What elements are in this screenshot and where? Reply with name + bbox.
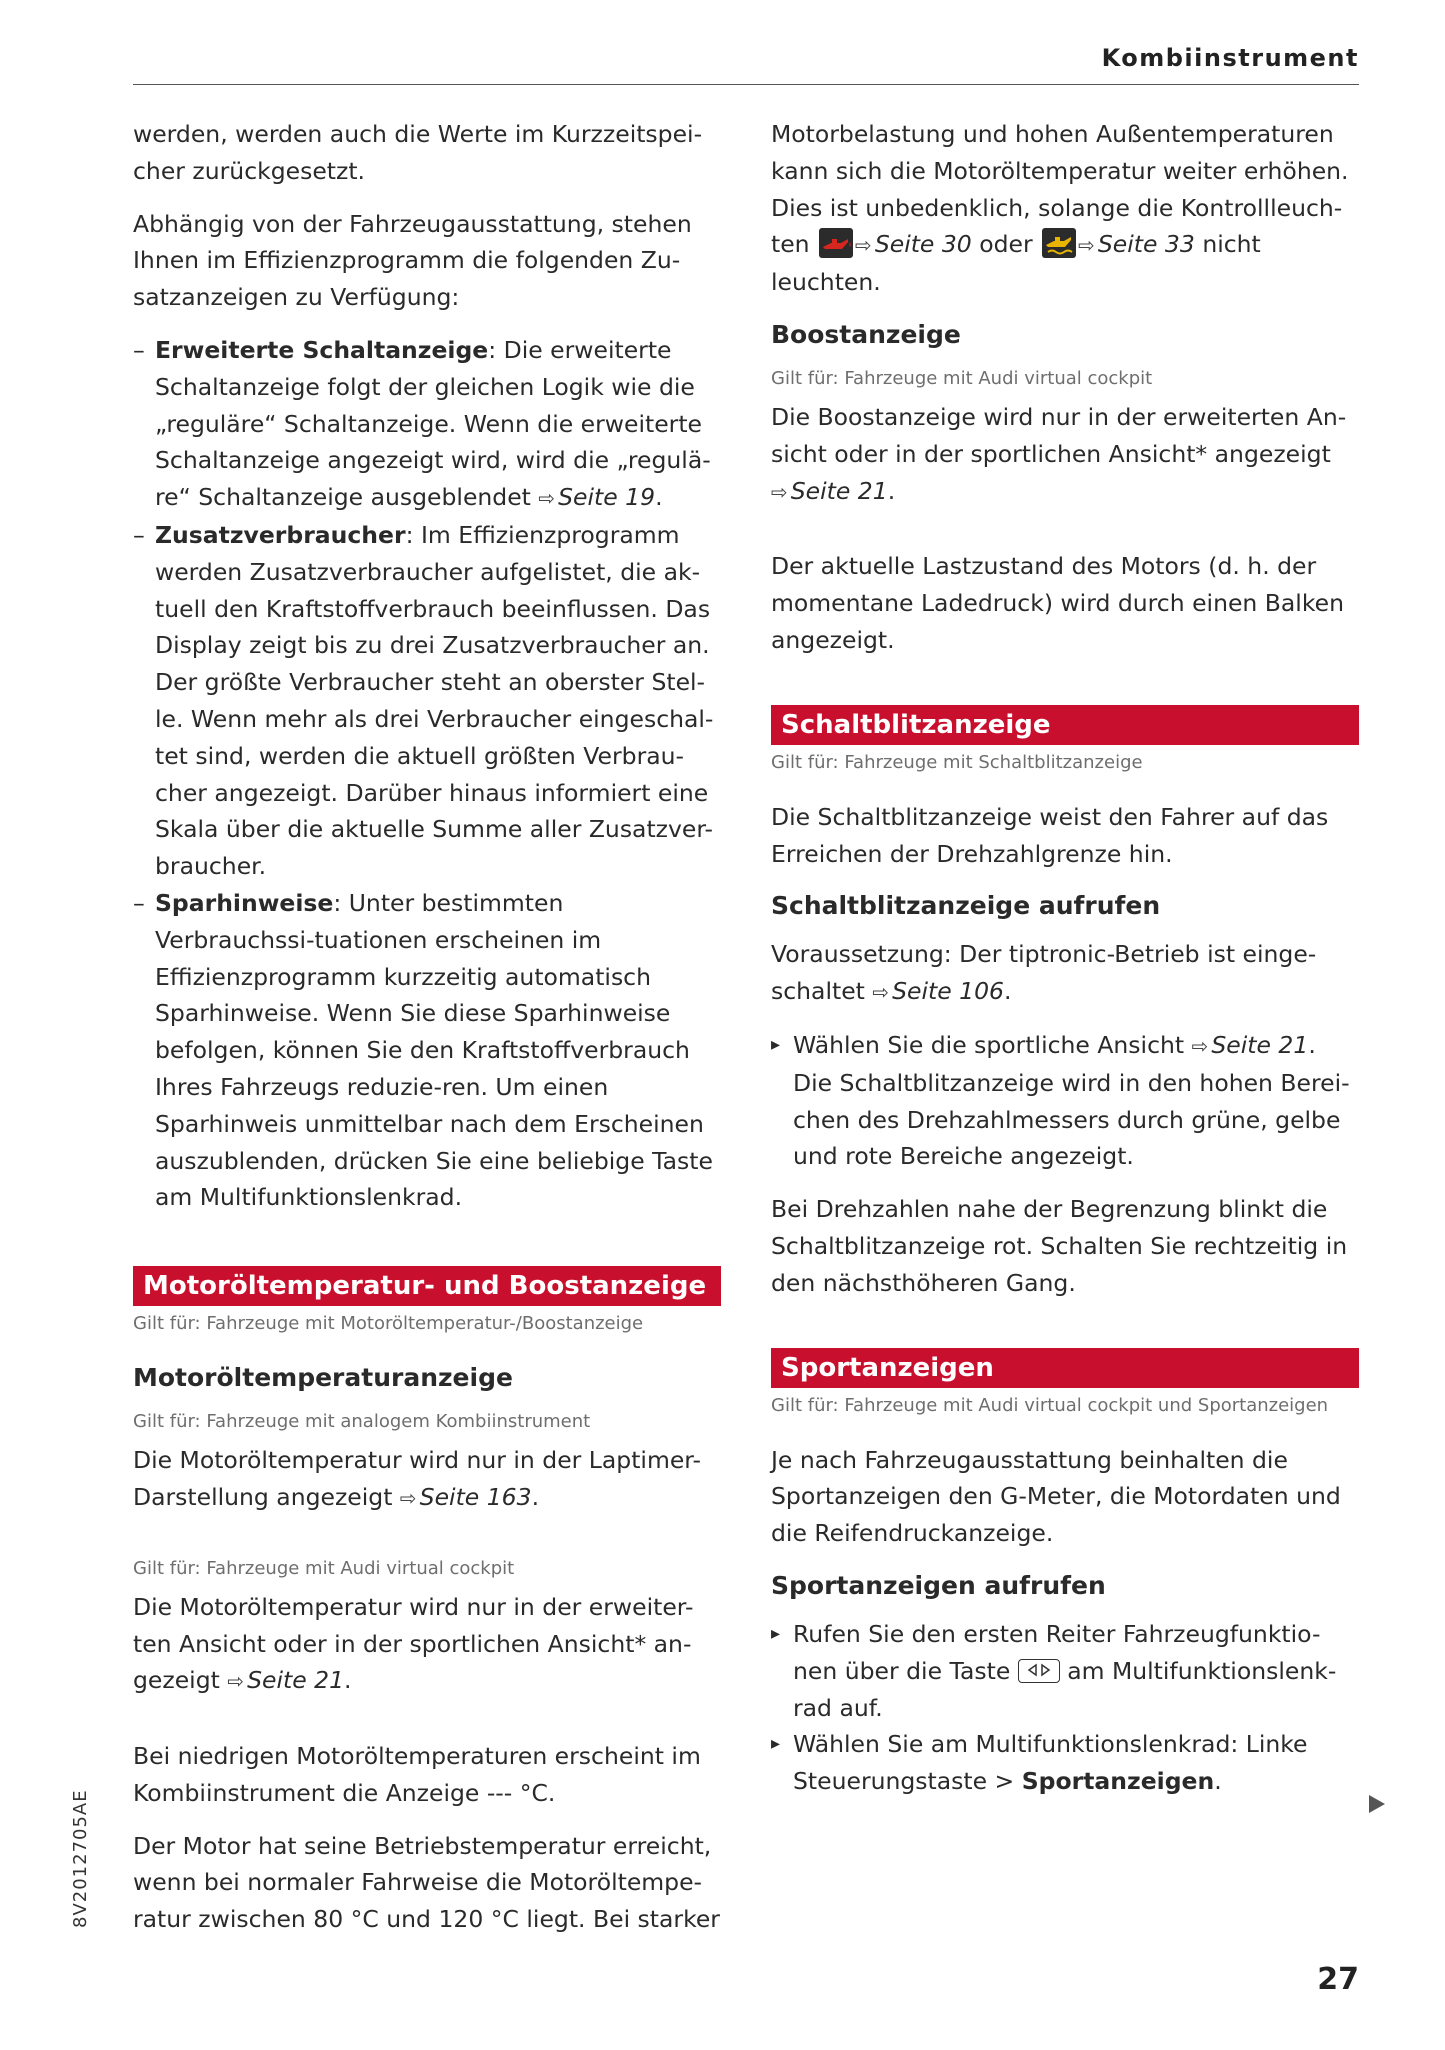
page-header-title: Kombiinstrument	[1101, 44, 1359, 72]
paragraph-shift-light-blink: Bei Drehzahlen nahe der Begrenzung blinkt die Schaltblitzanzeige rot. Schalten Sie rechtzeitig in den nächsthöheren Gang.	[771, 1195, 1348, 1297]
sub-heading-boost: Boostanzeige	[771, 319, 961, 349]
paragraph-prerequisite: Voraussetzung: Der tiptronic-Betrieb ist einge-schaltet ⇨ Seite 106.	[771, 940, 1317, 1006]
cross-reference-arrow-icon: ⇨	[771, 479, 788, 504]
cross-reference-arrow-icon: ⇨	[227, 1669, 245, 1694]
right-column	[771, 116, 1359, 1816]
cross-reference-arrow-icon: ⇨	[872, 980, 890, 1005]
list-item	[133, 885, 721, 1216]
section-applies-note: Gilt für: Fahrzeuge mit Schaltblitzanzeige	[771, 751, 1143, 773]
list-item: ▸ Wählen Sie am Multifunktionslenkrad: Linke Steuerungstaste > Sportanzeigen.	[771, 1726, 1359, 1800]
paragraph-sport-displays: Je nach Fahrzeugausstattung beinhalten die Sportanzeigen den G-Meter, die Motordaten und die Reifendruckanzeige.	[771, 1445, 1341, 1548]
section-title-oil-boost: Motoröltemperatur- und Boostanzeige	[133, 1266, 721, 1306]
cross-reference-link[interactable]: ⇨ Seite 21	[1191, 1030, 1309, 1059]
cross-reference-link[interactable]: ⇨ Seite 21	[771, 476, 888, 505]
paragraph-analog: Die Motoröltemperatur wird nur in der Laptimer-Darstellung angezeigt ⇨ Seite 163.	[133, 1446, 701, 1511]
paragraph-shift-light: Die Schaltblitzanzeige weist den Fahrer auf das Erreichen der Drehzahlgrenze hin.	[771, 802, 1329, 868]
section-applies-note: Gilt für: Fahrzeuge mit Motoröltemperatur-/Boostanzeige	[133, 1313, 644, 1335]
section-title-shift-light: Schaltblitzanzeige	[771, 705, 1359, 745]
paragraph-boost-bar: Der aktuelle Lastzustand des Motors (d. h. der momentane Ladedruck) wird durch einen Balken angezeigt.	[771, 552, 1344, 654]
list-item: ▸ Wählen Sie die sportliche Ansicht ⇨ Seite 21. Die Schaltblitzanzeige wird in den hohen Berei-chen des Drehzahlmessers durch grüne, gelbe und rote Bereiche angezeigt.	[771, 1027, 1359, 1175]
list-item-term: Sparhinweise	[155, 888, 334, 917]
cross-reference-link[interactable]: ⇨ Seite 106	[872, 977, 1005, 1006]
list-item-text: : Unter bestimmten Verbrauchssi-tuationen erscheinen im Effizienzprogramm kurzzeitig automatisch Sparhinweise. Wenn Sie diese Sparhinweise befolgen, können Sie den Kraftstoffverbrauch Ihres Fahrzeugs reduzie-ren. Um einen Sparhinweis unmittelbar nach dem Erscheinen auszublenden, drücken Sie eine beliebige Taste am Multifunktionslenkrad.	[155, 888, 713, 1212]
applies-note-virtual: Gilt für: Fahrzeuge mit Audi virtual cockpit	[133, 1557, 515, 1579]
paragraph-intro: Abhängig von der Fahrzeugausstattung, stehen Ihnen im Effizienzprogramm die folgenden Zu-satzanzeigen zu Verfügung:	[133, 209, 692, 312]
paragraph-continued: Motorbelastung und hohen Außentemperaturen kann sich die Motoröltemperatur weiter erhöhen. Dies ist unbedenklich, solange die Kontrollleuch-ten ⇨ Seite 30 oder ⇨ Seite 33 nicht leuchten.	[771, 120, 1349, 297]
cross-reference-link[interactable]: ⇨ Seite 21	[227, 1666, 345, 1695]
section-applies-note: Gilt für: Fahrzeuge mit Audi virtual cockpit und Sportanzeigen	[771, 1394, 1329, 1416]
applies-note-boost: Gilt für: Fahrzeuge mit Audi virtual cockpit	[771, 367, 1153, 389]
cross-reference-arrow-icon: ⇨	[1191, 1033, 1209, 1058]
paragraph-boost: Die Boostanzeige wird nur in der erweiterten An-sicht oder in der sportlichen Ansicht* angezeigt ⇨ Seite 21.	[771, 402, 1347, 505]
continue-arrow-icon	[1368, 1794, 1386, 1818]
shift-light-steps	[771, 1027, 1359, 1175]
sub-heading-oil-temp: Motoröltemperaturanzeige	[133, 1363, 513, 1393]
oil-level-warning-icon	[1042, 228, 1076, 258]
cross-reference-arrow-icon: ⇨	[399, 1485, 417, 1510]
cross-reference-arrow-icon: ⇨	[1078, 233, 1095, 258]
paragraph-operating-temp: Der Motor hat seine Betriebstemperatur erreicht, wenn bei normaler Fahrweise die Motoröltempe-ratur zwischen 80 °C und 120 °C liegt. Bei starker	[133, 1831, 720, 1934]
paragraph-low-temp: Bei niedrigen Motoröltemperaturen erscheint im Kombiinstrument die Anzeige --- °C.	[133, 1742, 701, 1807]
document-code: 8V2012705AE	[70, 1789, 91, 1928]
list-item	[133, 517, 721, 885]
list-item-term: Erweiterte Schaltanzeige	[155, 335, 489, 364]
sub-heading-sport-open: Sportanzeigen aufrufen	[771, 1570, 1106, 1600]
paragraph-virtual: Die Motoröltemperatur wird nur in der erweiter-ten Ansicht oder in der sportlichen Ansicht* an-gezeigt ⇨ Seite 21.	[133, 1592, 694, 1695]
header-rule	[133, 84, 1359, 85]
cross-reference-arrow-icon: ⇨	[538, 486, 556, 511]
cross-reference-link[interactable]: ⇨ Seite 30	[855, 230, 972, 259]
list-item: ▸ Rufen Sie den ersten Reiter Fahrzeugfunktio-nen über die Taste am Multifunktionslenk-rad auf.	[771, 1616, 1359, 1726]
additional-displays-list	[133, 332, 721, 1216]
oil-pressure-warning-icon	[819, 228, 853, 258]
cross-reference-link[interactable]: ⇨ Seite 163	[399, 1482, 532, 1511]
applies-note-analog: Gilt für: Fahrzeuge mit analogem Kombiinstrument	[133, 1411, 591, 1433]
sub-heading-shift-light-open: Schaltblitzanzeige aufrufen	[771, 891, 1161, 921]
section-title-sport-displays: Sportanzeigen	[771, 1348, 1359, 1388]
sport-display-steps	[771, 1616, 1359, 1800]
list-item-term: Zusatzverbraucher	[155, 520, 406, 549]
list-item: – Erweiterte Schaltanzeige: Die erweiterte Schaltanzeige folgt der gleichen Logik wie die „reguläre“ Schaltanzeige. Wenn die erweiterte Schaltanzeige angezeigt wird, wird die „regulä-re“ Schaltanzeige ausgeblendet ⇨ Seite 19.	[133, 332, 721, 517]
list-item-text: : Die erweiterte Schaltanzeige folgt der gleichen Logik wie die „reguläre“ Schaltanzeige. Wenn die erweiterte Schaltanzeige angezeigt wird, wird die „regulä-re“ Schaltanzeige ausgeblendet	[155, 335, 711, 512]
cross-reference-link[interactable]: ⇨ Seite 33	[1078, 230, 1195, 259]
left-column	[133, 116, 721, 1954]
view-switch-key-icon	[1018, 1659, 1060, 1683]
cross-reference-arrow-icon: ⇨	[855, 233, 872, 258]
page-number: 27	[1317, 1962, 1359, 1997]
paragraph-reset: werden, werden auch die Werte im Kurzzeitspei-cher zurückgesetzt.	[133, 120, 703, 185]
cross-reference-link[interactable]: ⇨ Seite 19	[538, 483, 656, 512]
list-item-text: : Im Effizienzprogramm werden Zusatzverbraucher aufgelistet, die ak-tuell den Kraftstoffverbrauch beeinflussen. Das Display zeigt bis zu drei Zusatzverbraucher an. Der größte Verbraucher steht an oberster Stel-le. Wenn mehr als drei Verbraucher eingeschal-tet sind, werden die aktuell größten Verbrau-cher angezeigt. Darüber hinaus informiert eine Skala über die aktuelle Summe aller Zusatzver-braucher.	[155, 520, 714, 881]
menu-path-term: Sportanzeigen	[1021, 1767, 1215, 1796]
